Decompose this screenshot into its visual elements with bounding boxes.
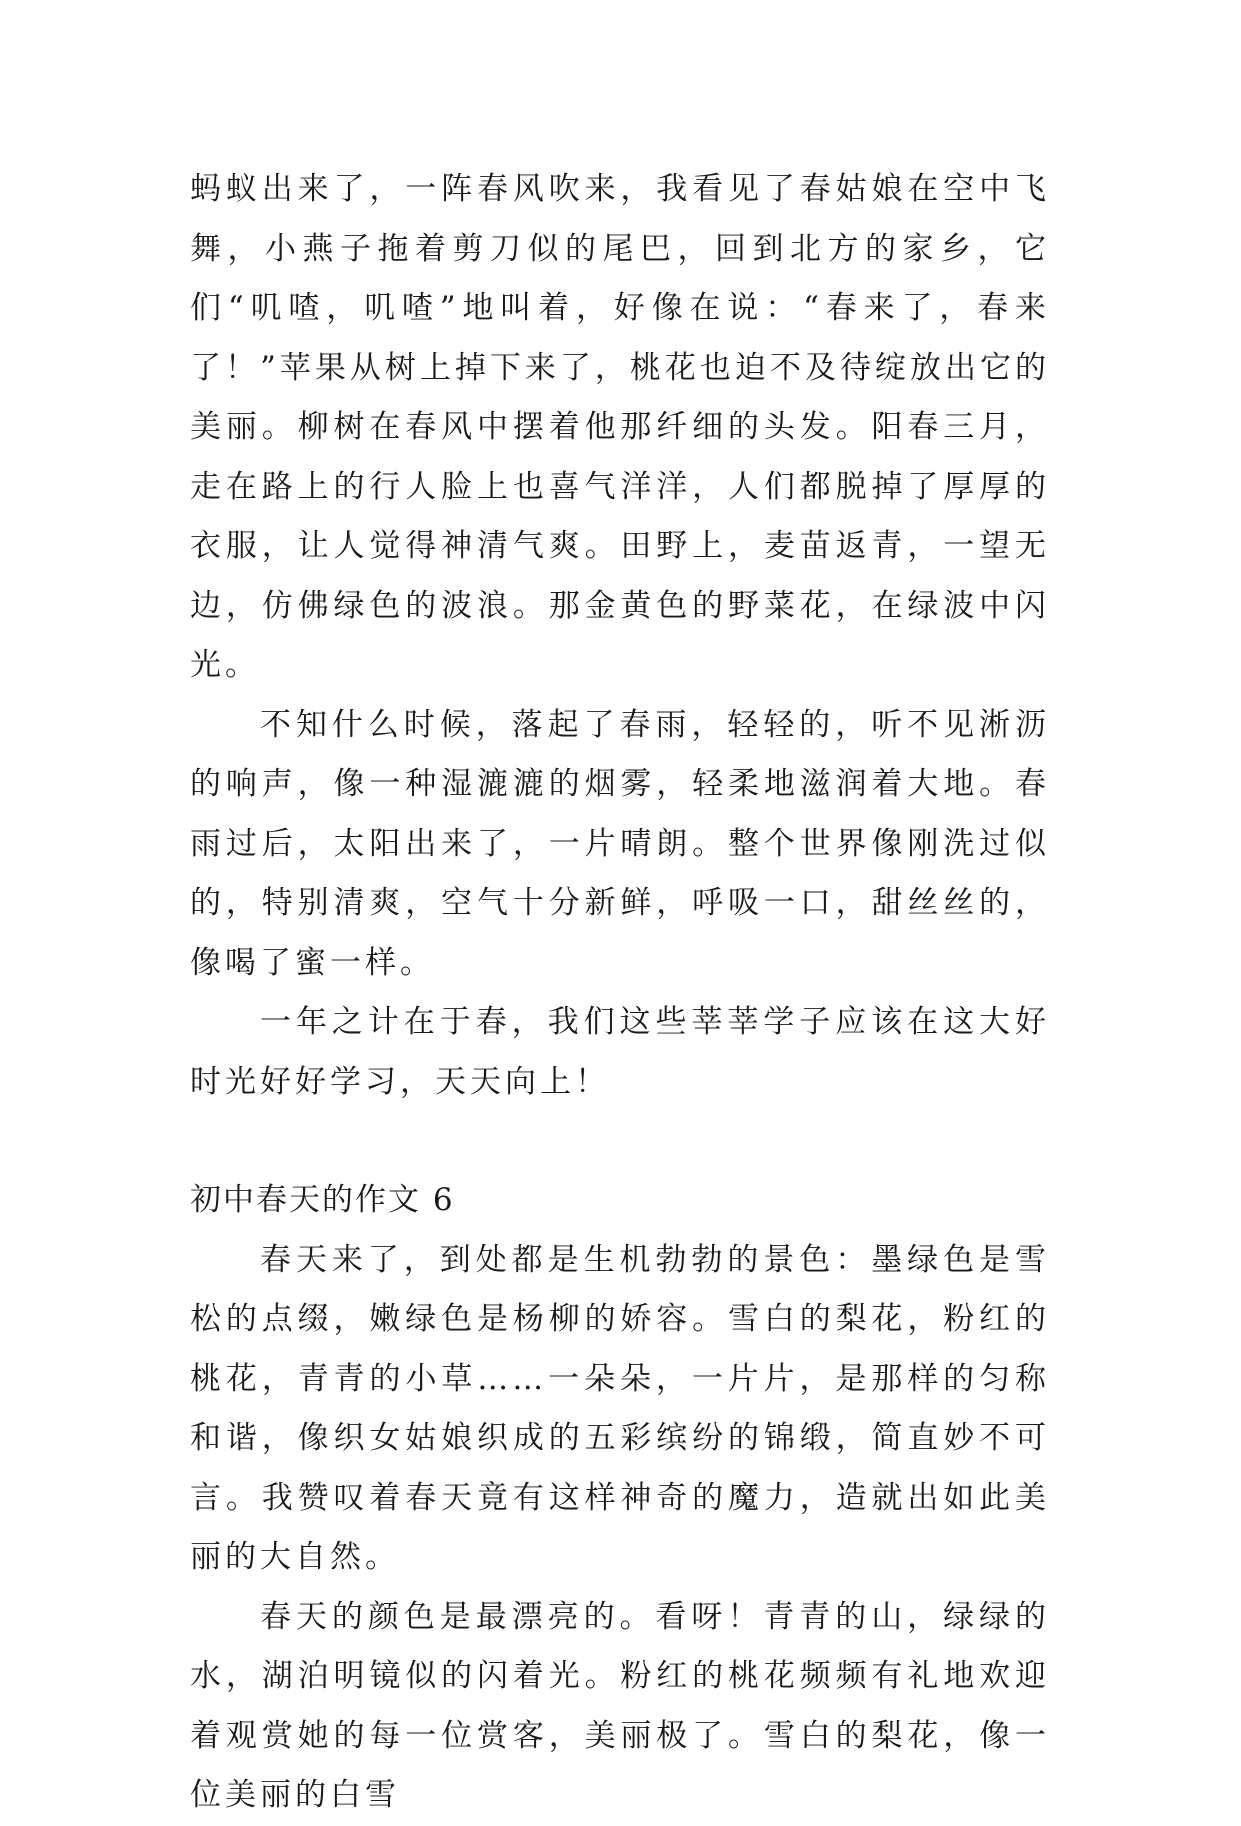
paragraph: 蚂蚁出来了，一阵春风吹来，我看见了春姑娘在空中飞舞，小燕子拖着剪刀似的尾巴，回到北方的家乡，它们“叽喳，叽喳”地叫着，好像在说：“春来了，春来了！”苹果从树上掉下来了，桃花也迫不及待绽放出它的美丽。柳树在春风中摆着他那纤细的头发。阳春三月，走在路上的行人脸上也喜气洋洋，人们都脱掉了厚厚的衣服，让人觉得神清气爽。田野上，麦苗返青，一望无边，仿佛绿色的波浪。那金黄色的野菜花，在绿波中闪光。 (190, 171, 1050, 683)
paragraph: 春天来了，到处都是生机勃勃的景色：墨绿色是雪松的点缀，嫩绿色是杨柳的娇容。雪白的梨花，粉红的桃花，青青的小草……一朵朵，一片片，是那样的匀称和谐，像织女姑娘织成的五彩缤纷的锦缎，简直妙不可言。我赞叹着春天竟有这样神奇的魔力，造就出如此美丽的大自然。 (190, 1241, 1050, 1575)
paragraph: 一年之计在于春，我们这些莘莘学子应该在这大好时光好好学习，天天向上！ (190, 1004, 1050, 1100)
paragraph: 不知什么时候，落起了春雨，轻轻的，听不见淅沥的响声，像一种湿漉漉的烟雾，轻柔地滋润着大地。春雨过后，太阳出来了，一片晴朗。整个世界像刚洗过似的，特别清爽，空气十分新鲜，呼吸一口，甜丝丝的，像喝了蜜一样。 (190, 706, 1050, 981)
paragraph: 春天的颜色是最漂亮的。看呀！青青的山，绿绿的水，湖泊明镜似的闪着光。粉红的桃花频频有礼地欢迎着观赏她的每一位赏客，美丽极了。雪白的梨花，像一位美丽的白雪 (190, 1598, 1050, 1813)
section-title: 初中春天的作文 6 (190, 1182, 455, 1218)
document-page (190, 160, 1050, 1826)
